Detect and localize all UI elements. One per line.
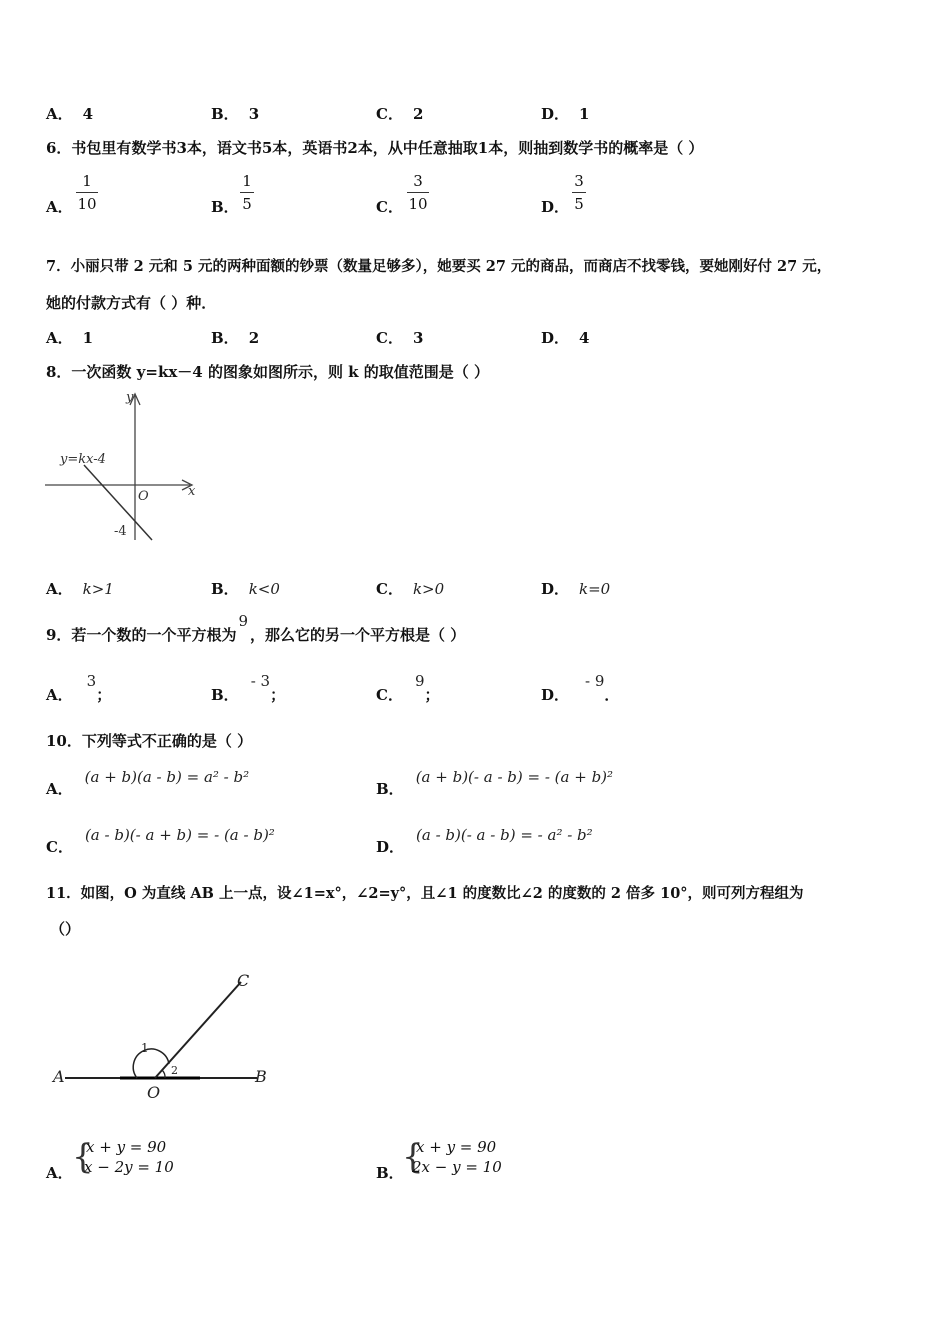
q8-option-b: B． k<0 xyxy=(211,580,280,598)
point-c-label: C xyxy=(237,971,250,990)
q6-option-c-label: C． xyxy=(376,198,403,216)
q5-option-b: B． 3 xyxy=(211,105,260,123)
q6-option-b-denominator: 5 xyxy=(242,195,252,213)
q8-option-d: D． k=0 xyxy=(541,580,611,598)
q8-stem: 8．一次函数 y=kx－4 的图象如图所示，则 k 的取值范围是（ ） xyxy=(46,363,490,381)
q6-option-b-fraction xyxy=(240,172,254,213)
q9-given-root: 9 xyxy=(238,612,248,630)
q5-option-c: C． 2 xyxy=(376,105,424,123)
y-intercept-label: -4 xyxy=(114,524,127,539)
fraction-bar xyxy=(240,192,254,193)
q9-stem-after: ，那么它的另一个平方根是（ ） xyxy=(250,626,466,644)
q7-option-a: A． 1 xyxy=(46,329,94,347)
q7-option-c: C． 3 xyxy=(376,329,424,347)
q6-option-b-label: B． xyxy=(211,198,239,216)
q10-option-c: C．(a - b)(- a + b) = - (a - b)² xyxy=(46,826,275,856)
left-brace-icon: { xyxy=(402,1137,424,1177)
q6-option-d-label: D． xyxy=(541,198,570,216)
q7-stem-line2: 她的付款方式有（ ）种． xyxy=(46,294,217,312)
q5-option-d: D． 1 xyxy=(541,105,590,123)
fraction-bar xyxy=(76,192,98,193)
point-b-label: B xyxy=(255,1067,267,1086)
q11-option-b-eq1: x + y = 90 xyxy=(416,1138,497,1156)
q11-option-a-eq1: x + y = 90 xyxy=(86,1138,167,1156)
ray-oc xyxy=(155,982,241,1078)
q11-option-a-label: A． xyxy=(46,1164,73,1182)
q7-option-b: B． 2 xyxy=(211,329,260,347)
y-axis-label: y xyxy=(126,390,134,405)
q11-stem-line2: （） xyxy=(50,920,81,938)
q6-option-a-numerator: 1 xyxy=(82,172,92,190)
q11-option-a-system xyxy=(72,1137,212,1181)
q6-option-a-label: A． xyxy=(46,198,73,216)
q11-option-a-eq2: x − 2y = 10 xyxy=(84,1158,174,1176)
q9-option-d: D．- 9． xyxy=(541,672,620,704)
q6-option-d-fraction xyxy=(572,172,586,213)
left-brace-icon: { xyxy=(72,1137,94,1177)
q11-angle-figure xyxy=(45,960,275,1105)
q8-option-a: A． k>1 xyxy=(46,580,114,598)
point-a-label: A xyxy=(53,1067,65,1086)
q10-option-b: B．(a + b)(- a - b) = - (a + b)² xyxy=(376,768,614,798)
q6-option-c-denominator: 10 xyxy=(408,195,428,213)
q11-option-b-eq2: 2x − y = 10 xyxy=(412,1158,502,1176)
q5-option-a: A． 4 xyxy=(46,105,94,123)
q6-option-a-denominator: 10 xyxy=(77,195,97,213)
angle-1-arc xyxy=(133,1049,169,1078)
q10-option-d: D．(a - b)(- a - b) = - a² - b² xyxy=(376,826,593,856)
line-label: y=kx-4 xyxy=(60,452,106,467)
q8-linear-function-graph xyxy=(40,385,205,545)
q9-option-c: C．9； xyxy=(376,672,440,704)
q7-option-d: D． 4 xyxy=(541,329,590,347)
fraction-bar xyxy=(572,192,586,193)
q6-option-c-fraction xyxy=(407,172,429,213)
q6-option-a-fraction xyxy=(76,172,98,213)
q7-stem-line1: 7．小丽只带 2 元和 5 元的两种面额的钞票（数量足够多），她要买 27 元的商品，而商店不找零钱，要她刚好付 27 元， xyxy=(46,258,832,275)
origin-label: O xyxy=(138,489,149,504)
q6-option-d-numerator: 3 xyxy=(574,172,584,190)
q6-option-d-denominator: 5 xyxy=(574,195,584,213)
q6-option-b-numerator: 1 xyxy=(242,172,252,190)
q9-stem xyxy=(46,612,466,644)
angle-2-label: 2 xyxy=(171,1064,178,1077)
q11-option-b-label: B． xyxy=(376,1164,404,1182)
point-o-label: O xyxy=(147,1083,161,1102)
q10-option-a: A．(a + b)(a - b) = a² - b² xyxy=(46,768,250,798)
q9-option-a: A．3； xyxy=(46,672,112,704)
q10-stem: 10．下列等式不正确的是（ ） xyxy=(46,732,253,750)
fraction-bar xyxy=(407,192,429,193)
q11-option-b-system xyxy=(402,1137,542,1181)
q9-option-b: B．- 3； xyxy=(211,672,286,704)
q8-option-c: C． k>0 xyxy=(376,580,445,598)
angle-1-label: 1 xyxy=(141,1041,149,1055)
x-axis-label: x xyxy=(188,484,196,499)
q6-option-c-numerator: 3 xyxy=(413,172,423,190)
q11-stem-line1: 11．如图，O 为直线 AB 上一点，设∠1=x°，∠2=y°，且∠1 的度数比∠2 的度数的 2 倍多 10°，则可列方程组为 xyxy=(46,885,804,902)
q6-stem: 6．书包里有数学书3本，语文书5本，英语书2本，从中任意抽取1本，则抽到数学书的概率是（ ） xyxy=(46,139,704,157)
q9-stem-before: 9．若一个数的一个平方根为 xyxy=(46,626,237,644)
